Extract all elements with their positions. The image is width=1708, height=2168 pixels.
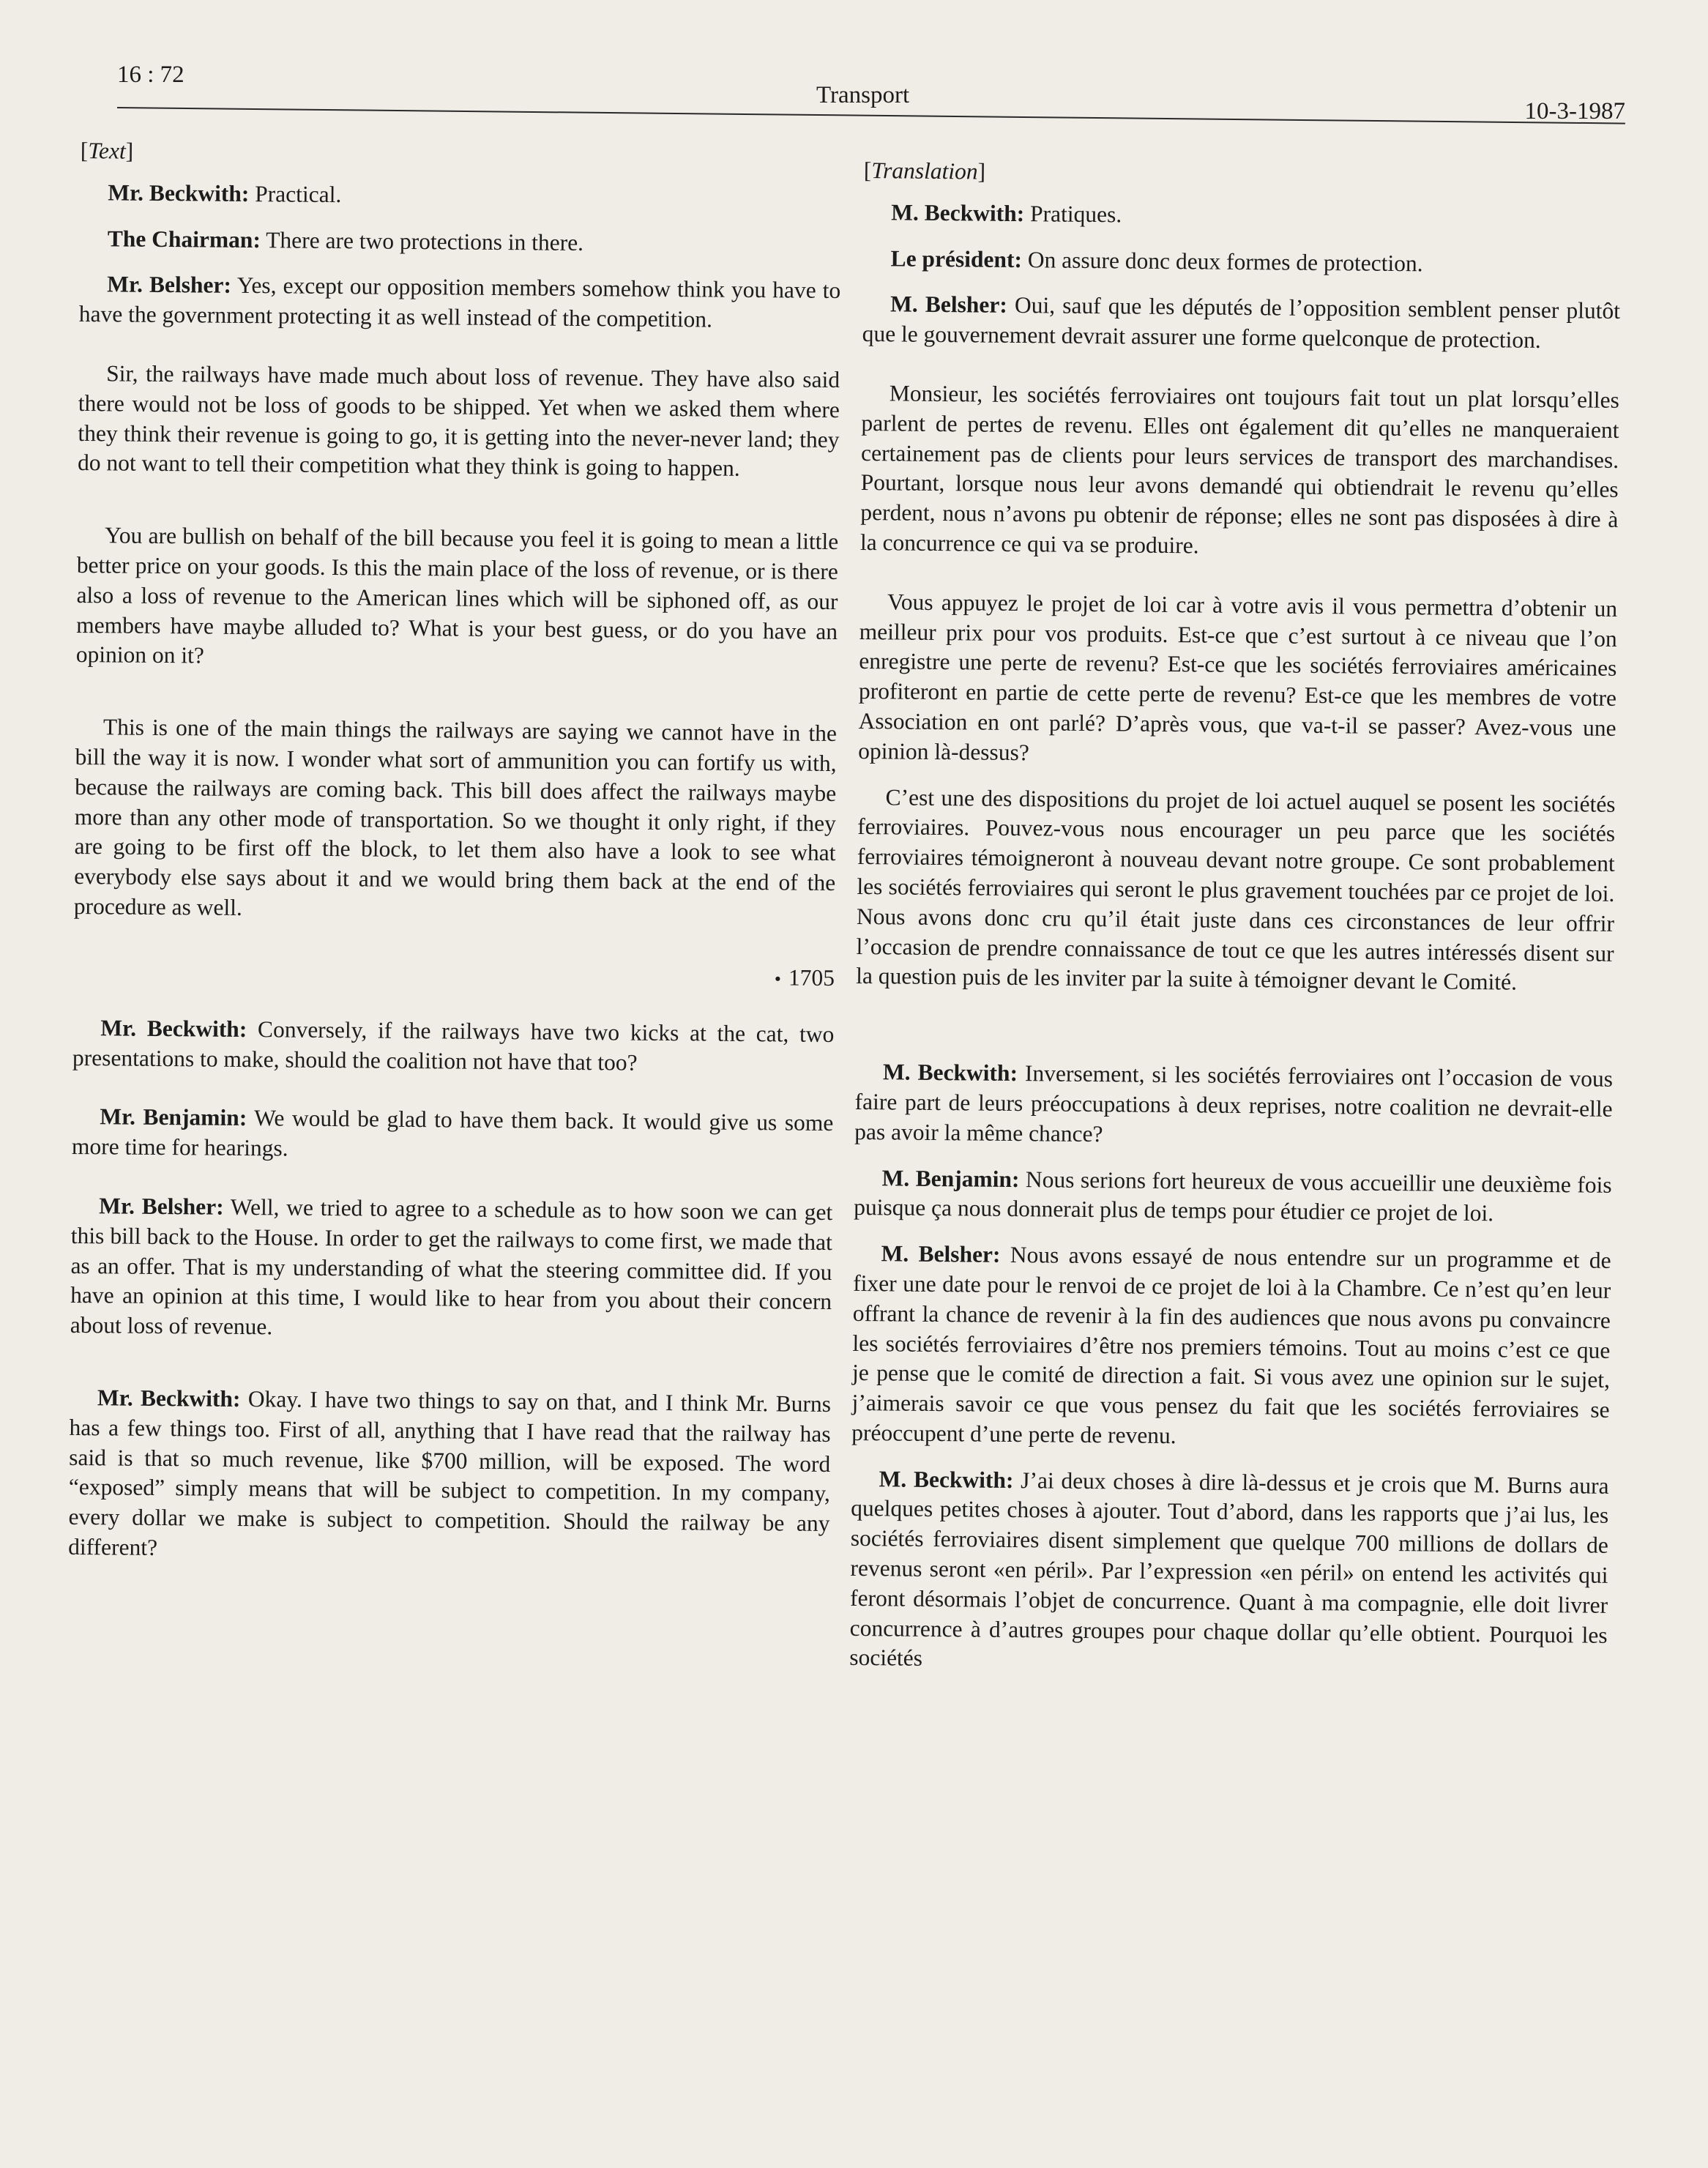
transcript-paragraph — [862, 289, 1620, 357]
transcript-paragraph — [79, 269, 841, 336]
paragraph-text: Sir, the railways have made much about loss of revenue. They have also said there would not be loss of goods to be shipped. Yet when we asked them where they think their revenue is going to go, it is getting into the never-never land; they do not want to tell their competition what they think is going to happen. — [77, 360, 840, 482]
french-column — [849, 156, 1622, 1696]
paragraph-text: We would be glad to have them back. It would give us some more time for hearings. — [71, 1105, 834, 1161]
page-number: 16 : 72 — [117, 62, 184, 88]
speaker-name: M. Benjamin: — [881, 1164, 1020, 1192]
transcript-paragraph — [854, 1163, 1612, 1230]
transcript-paragraph — [80, 224, 841, 261]
paragraph-text: Practical. — [255, 180, 342, 207]
sitting-date: 10-3-1987 — [1524, 98, 1625, 124]
column-label: [Text] — [80, 137, 134, 164]
speaker-name: Mr. Beckwith: — [100, 1015, 247, 1042]
paragraph-text: Nous serions fort heureux de vous accueillir une deuxième fois puisque ça nous donnerait plus de temps pour étudier ce projet de loi. — [854, 1166, 1612, 1226]
speaker-name: M. Belsher: — [890, 291, 1007, 319]
transcript-paragraph — [76, 521, 839, 677]
page-header — [117, 62, 1625, 127]
transcript-paragraph — [70, 1191, 833, 1347]
speaker-name: Mr. Beckwith: — [97, 1385, 241, 1412]
speaker-name: M. Beckwith: — [882, 1059, 1018, 1087]
paragraph-text: On assure donc deux formes de protection. — [1027, 246, 1423, 276]
transcript-paragraph — [858, 587, 1617, 774]
bullet-icon: • — [774, 968, 782, 990]
transcript-paragraph — [68, 1383, 831, 1569]
transcript-paragraph — [851, 1239, 1611, 1456]
paragraph-text: Conversely, if the railways have two kicks at the cat, two presentations to make, should the coalition not have that too? — [72, 1016, 835, 1076]
transcript-paragraph — [854, 1057, 1613, 1154]
transcript-paragraph — [860, 379, 1619, 565]
speaker-name: M. Beckwith: — [879, 1465, 1014, 1493]
transcript-paragraph — [80, 178, 841, 215]
paragraph-text: Inversement, si les sociétés ferroviaires ont l’occasion de vous faire part de leurs préoccupations à deux reprises, notre coalition ne devrait-elle pas avoir la même chance? — [854, 1060, 1614, 1147]
speaker-name: M. Belsher: — [881, 1240, 1001, 1267]
transcript-paragraph — [72, 1102, 834, 1169]
transcript-paragraph — [863, 198, 1621, 235]
paragraph-text: Well, we tried to agree to a schedule as to how soon we can get this bill back to the House. In order to get the railways to come first, we made that as an offer. That is my understanding of what the steering committee did. If you have an opinion at this time, I would like to hear from you about their concern about loss of revenue. — [70, 1193, 833, 1340]
paragraph-text: Oui, sauf que les députés de l’opposition semblent penser plutôt que le gouvernement devrait assurer une forme quelconque de protection. — [862, 292, 1621, 354]
speaker-name: Mr. Belsher: — [99, 1193, 224, 1220]
paragraph-text: Pratiques. — [1029, 200, 1122, 228]
speaker-name: Le président: — [890, 245, 1023, 272]
paragraph-text: Okay. I have two things to say on that, and I think Mr. Burns has a few things too. First of all, anything that I have read that the railway has said is that so much revenue, like $700 million, will be exposed. The word “exposed” simply means that will be subject to competition. In my company, every dollar we make is subject to competition. Should the railway be any different? — [68, 1386, 832, 1561]
paragraph-text: This is one of the main things the railways are saying we cannot have in the bill the way it is now. I wonder what sort of ammunition you can fortify us with, because the railways are coming back. This bill does affect the railways maybe more than any other mode of transportation. So we thought it only right, if they are going to be first off the block, to let them also have a look to see what everybody else says about it and we would bring them back at the end of the procedure as well. — [73, 714, 838, 920]
transcript-paragraph — [862, 244, 1620, 281]
paragraph-text: Nous avons essayé de nous entendre sur un programme et de fixer une date pour le renvoi de ce projet de loi à la Chambre. Ce n’est qu’en leur offrant la chance de revenir à la fin des audiences que nous avons pu convaincre les sociétés ferroviaires d’être nos premiers témoins. Tout au moins c’est ce que je pense que le comité de direction a fait. Si vous avez une opinion sur le sujet, j’aimerais savoir ce que vous pensez du fait que les sociétés ferroviaires se préoccupent d’une perte de revenu. — [851, 1242, 1611, 1449]
paragraph-text: You are bullish on behalf of the bill because you feel it is going to mean a little better price on your goods. Is this the main place of the loss of revenue, or is there also a loss of revenue to the American lines which will be siphoned off, as our members have maybe alluded to? What is your best guess, or do you have an opinion on it? — [75, 522, 839, 668]
journal-title: Transport — [816, 82, 910, 108]
speaker-name: Mr. Benjamin: — [100, 1103, 247, 1131]
speaker-name: Mr. Beckwith: — [108, 179, 250, 206]
paragraph-text: J’ai deux choses à dire là-dessus et je crois que M. Burns aura quelques petites choses à ajouter. Tout d’abord, dans les rapports que j’ai lus, les sociétés ferroviaires disent simplement que quelque 700 millions de dollars de revenus seront «en péril». Par l’expression «en péril» on entend les activités qui feront désormais l’objet de concurrence. Quant à ma compagnie, elle doit livrer concurrence à d’autres groupes pour chaque dollar qu’elle obtient. Pourquoi les sociétés — [849, 1467, 1609, 1672]
transcript-paragraph — [78, 359, 840, 485]
transcript-paragraph — [856, 783, 1616, 999]
english-column — [68, 136, 842, 1585]
transcript-paragraph — [849, 1464, 1609, 1681]
transcript-paragraph — [74, 712, 837, 928]
column-label: [Translation] — [863, 157, 986, 185]
speaker-name: M. Beckwith: — [891, 199, 1025, 226]
speaker-name: Mr. Belsher: — [107, 271, 232, 299]
paragraph-text: C’est une des dispositions du projet de loi actuel auquel se posent les sociétés ferroviaires. Pouvez-vous nous encourager un peu parce que les sociétés ferroviaires témoigneront à nouveau devant notre groupe. Ce sont probablement les sociétés ferroviaires qui seront le plus gravement touchées par ce projet de loi. Nous avons donc cru qu’il était juste dans ces circonstances de leur offrir l’occasion de prendre connaissance de tout ce que les autres intéressés disent sur la question puis de les inviter par la suite à témoigner devant le Comité. — [856, 783, 1616, 995]
time-marker: • 1705 — [774, 964, 835, 991]
paragraph-text: Monsieur, les sociétés ferroviaires ont toujours fait tout un plat lorsqu’elles parlent de pertes de revenu. Elles ont également dit qu’elles ne manqueraient certainement pas de clients pour leurs services de transport des marchandises. Pourtant, lorsque nous leur avons demandé qui obtiendrait le revenu qu’elles perdent, nous n’avons pu obtenir de réponse; elles ne sont pas disposées à dire à la concurrence ce qui va se produire. — [859, 380, 1620, 559]
paragraph-text: There are two protections in there. — [266, 226, 584, 256]
speaker-name: The Chairman: — [107, 225, 261, 253]
transcript-paragraph — [72, 1013, 835, 1080]
paragraph-text: Vous appuyez le projet de loi car à votre avis il vous permettra d’obtenir un meilleur prix pour vos produits. Est-ce que c’est surtout à ce niveau que l’on enregistre une perte de revenu? Est-ce que les sociétés ferroviaires américaines profiteront en partie de cette perte de revenu? Est-ce que les membres de votre Association en ont parlé? D’après vous, que va-t-il se passer? Avez-vous une opinion là-dessus? — [858, 589, 1618, 765]
paragraph-text: Yes, except our opposition members somehow think you have to have the government protecting it as well instead of the competition. — [78, 272, 841, 332]
